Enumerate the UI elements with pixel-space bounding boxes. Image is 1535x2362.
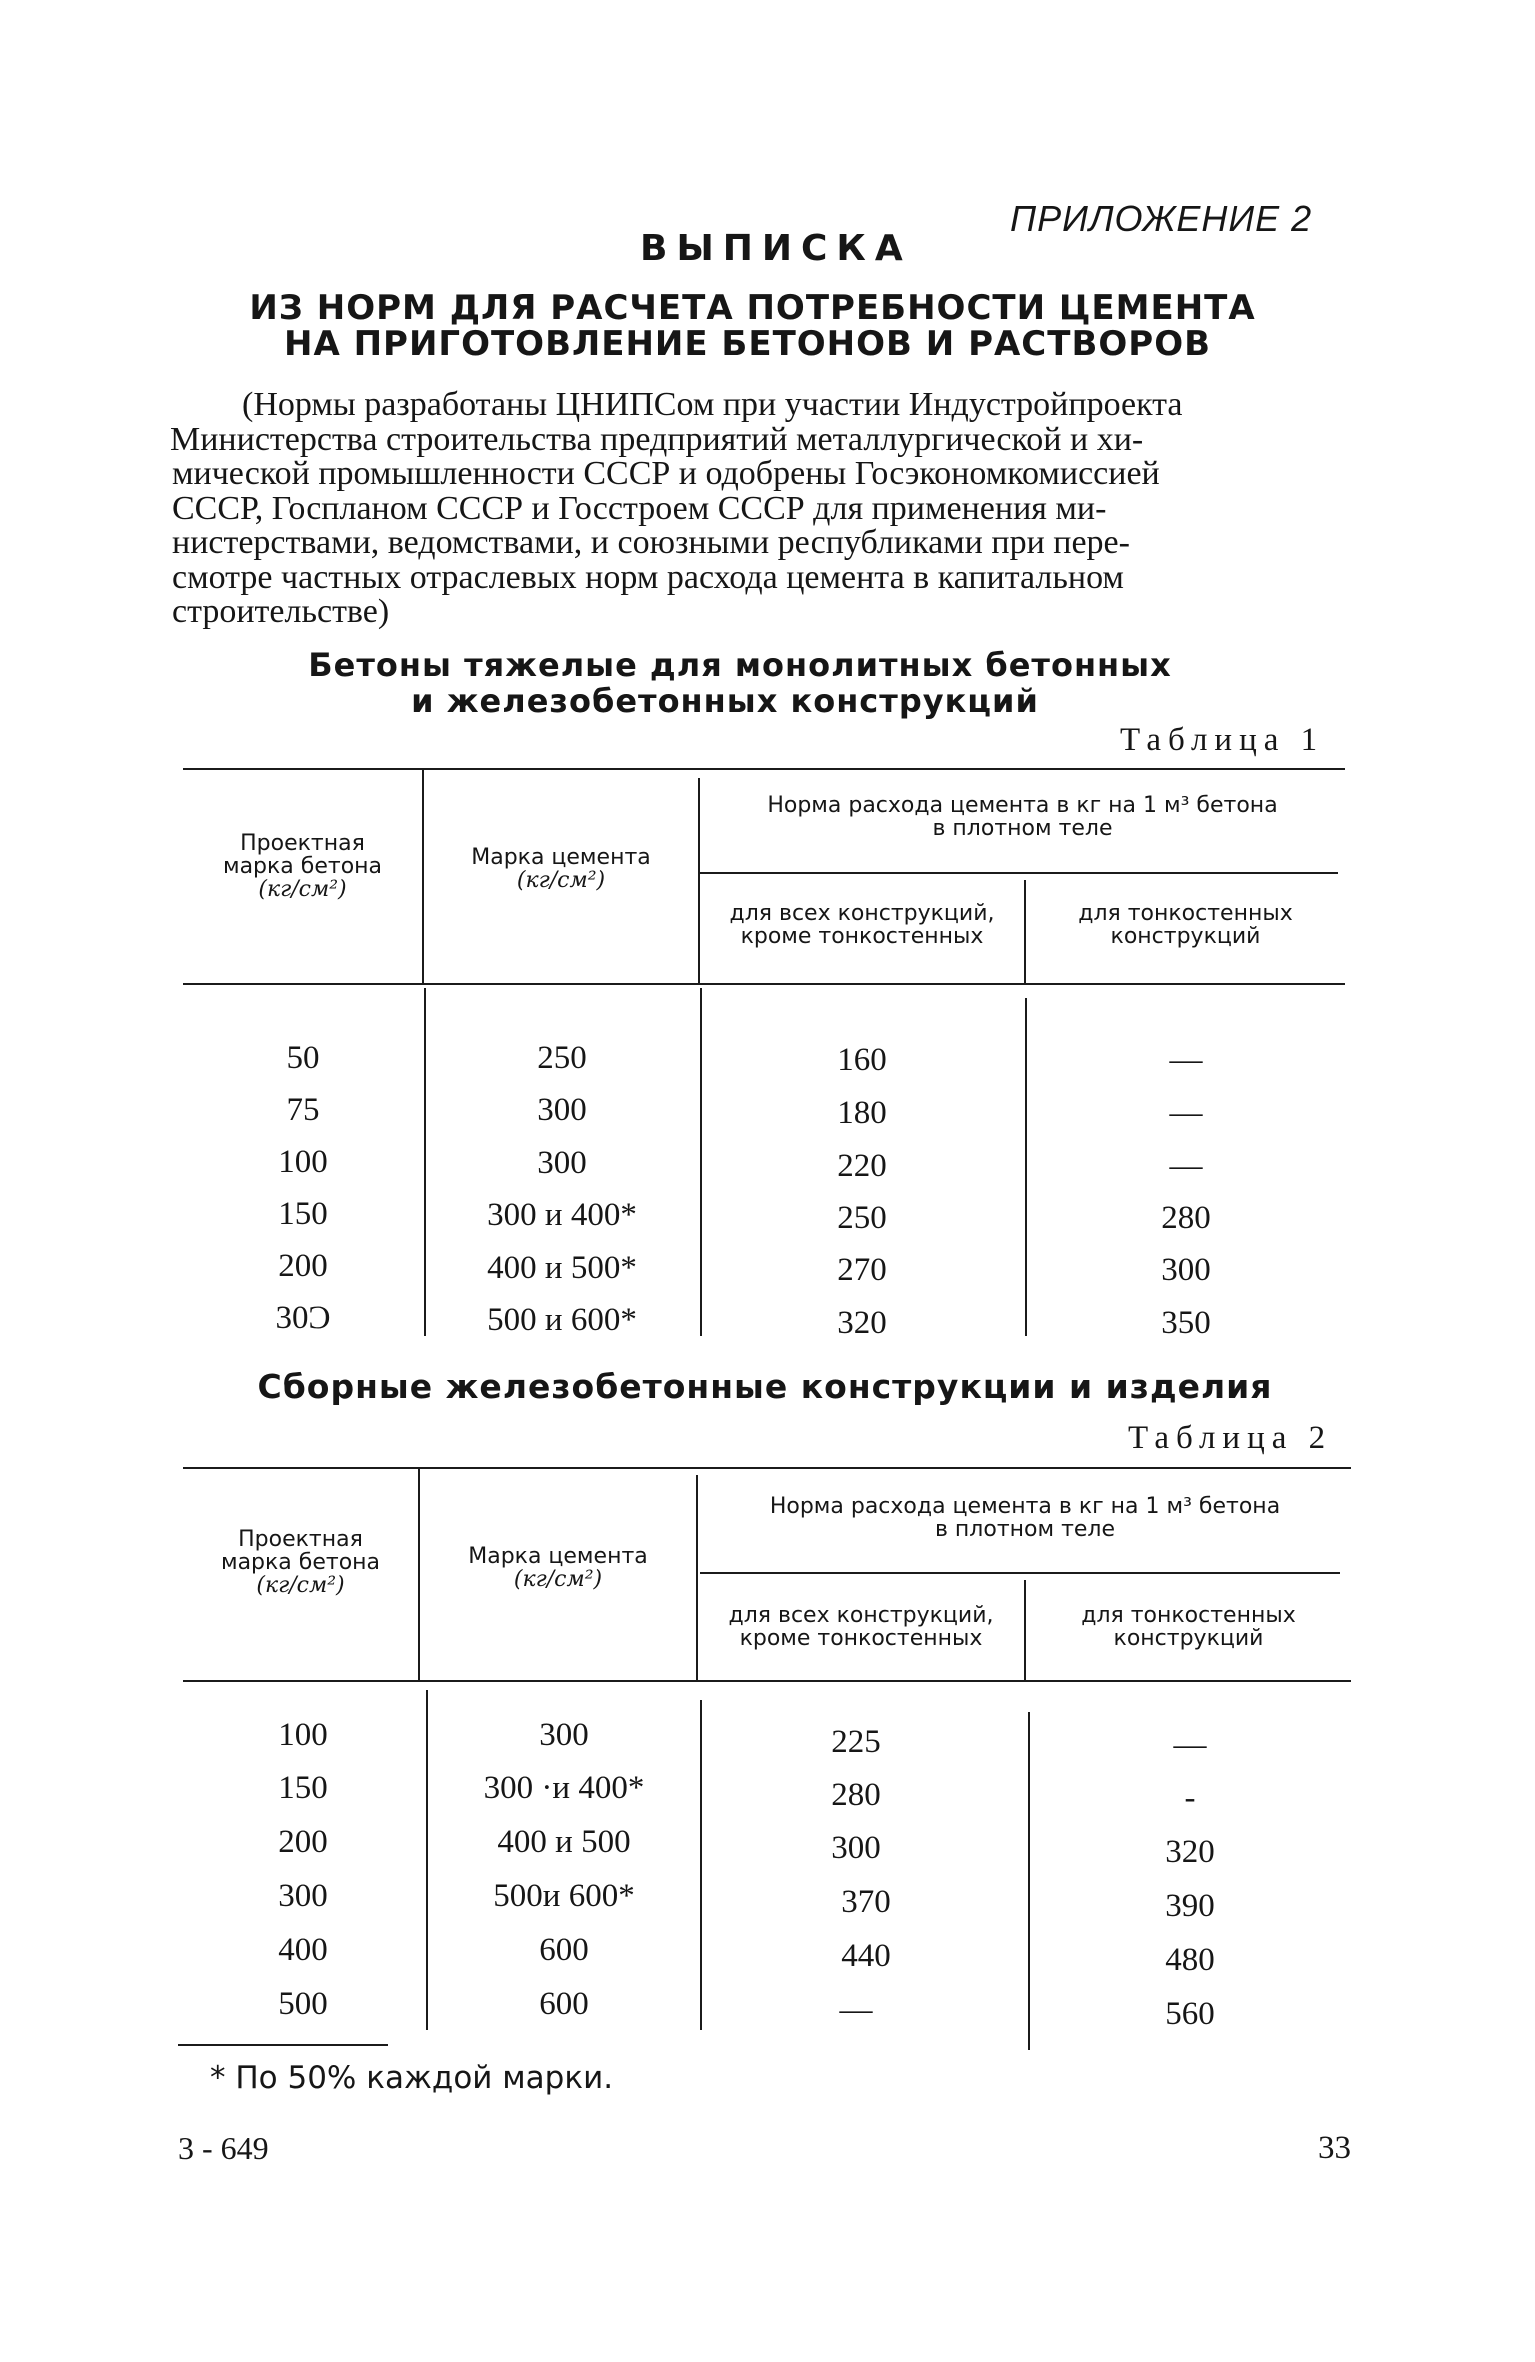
- norm-all-cell: —: [839, 1992, 873, 2028]
- norm-thin-cell: 320: [1165, 1834, 1215, 1870]
- table1-header-rule: [183, 983, 1345, 985]
- grade-cell: 300: [278, 1878, 328, 1914]
- norm-all-cell: 300: [831, 1830, 881, 1866]
- grade-cell: 400: [278, 1932, 328, 1968]
- norm-all-cell: 220: [837, 1148, 887, 1184]
- cement-cell: 500и 600*: [493, 1878, 635, 1914]
- table2-header-grade: Проектная марка бетона (кг/см²): [220, 1527, 381, 1598]
- cement-cell: 300 ·и 400*: [483, 1770, 645, 1806]
- table1-header-cement: Марка цемента (кг/см²): [471, 845, 651, 893]
- norm-all-cell: 370: [841, 1884, 891, 1920]
- norm-thin-cell: 560: [1165, 1996, 1215, 2032]
- norm-thin-cell: 300: [1161, 1252, 1211, 1288]
- cement-cell: 400 и 500*: [487, 1250, 637, 1286]
- intro-line: нистерствами, ведомствами, и союзными республиками при пере-: [172, 524, 1130, 561]
- norm-all-cell: 280: [831, 1777, 881, 1813]
- cement-cell: 600: [539, 1986, 589, 2022]
- table2-header-norm-group: Норма расхода цемента в кг на 1 м³ бетона в плотном теле: [769, 1494, 1281, 1542]
- cement-cell: 300 и 400*: [487, 1197, 637, 1233]
- grade-cell: 75: [286, 1092, 320, 1128]
- norm-all-cell: 440: [841, 1938, 891, 1974]
- grade-cell: 100: [278, 1144, 328, 1180]
- page-number: 33: [1318, 2130, 1351, 2166]
- intro-paragraph: [172, 388, 1342, 630]
- grade-cell: 100: [278, 1717, 328, 1753]
- footnote: * По 50% каждой марки.: [210, 2060, 614, 2096]
- cement-cell: 300: [537, 1092, 587, 1128]
- table1-group-rule: [700, 872, 1338, 874]
- table1-header-grade: Проектная марка бетона (кг/см²): [222, 831, 383, 902]
- table2-header-thin: для тонкостенных конструкций: [1081, 1603, 1296, 1651]
- grade-cell: 200: [278, 1824, 328, 1860]
- norm-thin-cell: 280: [1161, 1200, 1211, 1236]
- cement-cell: 300: [539, 1717, 589, 1753]
- norm-all-cell: 320: [837, 1305, 887, 1341]
- table1-label: Таблица 1: [1120, 722, 1325, 758]
- table2-title: Сборные железобетонные конструкции и изделия: [257, 1367, 1273, 1406]
- norm-all-cell: 270: [837, 1252, 887, 1288]
- norm-all-cell: 250: [837, 1200, 887, 1236]
- grade-cell: 50: [286, 1040, 320, 1076]
- norm-all-cell: 160: [837, 1042, 887, 1078]
- cement-cell: 250: [537, 1040, 587, 1076]
- table1-header-all: для всех конструкций, кроме тонкостенных: [729, 901, 995, 949]
- footnote-rule: [178, 2044, 388, 2046]
- intro-line: мической промышленности СССР и одобрены Госэкономкомиссией: [172, 455, 1160, 492]
- norm-all-cell: 180: [837, 1095, 887, 1131]
- grade-cell: 30Ͻ: [275, 1300, 331, 1336]
- table2-group-rule: [700, 1572, 1340, 1574]
- norm-thin-cell: —: [1169, 1148, 1203, 1184]
- table1-title-line-1: Бетоны тяжелые для монолитных бетонных: [308, 646, 1172, 684]
- norm-thin-cell: 350: [1161, 1305, 1211, 1341]
- appendix-label: ПРИЛОЖЕНИЕ 2: [1010, 198, 1313, 239]
- norm-thin-cell: 390: [1165, 1888, 1215, 1924]
- grade-cell: 200: [278, 1248, 328, 1284]
- grade-cell: 500: [278, 1986, 328, 2022]
- table2-top-rule: [183, 1467, 1351, 1469]
- table1-header-thin: для тонкостенных конструкций: [1078, 901, 1293, 949]
- table2-header-all: для всех конструкций, кроме тонкостенных: [728, 1603, 994, 1651]
- document-title-line-1: ИЗ НОРМ ДЛЯ РАСЧЕТА ПОТРЕБНОСТИ ЦЕМЕНТА: [249, 288, 1256, 328]
- intro-line: Министерства строительства предприятий металлургической и хи-: [170, 420, 1144, 458]
- intro-line: смотре частных отраслевых норм расхода цемента в капитальном: [172, 558, 1124, 596]
- cement-cell: 300: [537, 1145, 587, 1181]
- table1-header-norm-group: Норма расхода цемента в кг на 1 м³ бетона в плотном теле: [767, 793, 1278, 841]
- cement-cell: 600: [539, 1932, 589, 1968]
- table2-header-cement: Марка цемента (кг/см²): [468, 1544, 648, 1592]
- norm-thin-cell: 480: [1165, 1942, 1215, 1978]
- norm-thin-cell: —: [1169, 1042, 1203, 1078]
- cement-cell: 500 и 600*: [487, 1302, 637, 1338]
- norm-all-cell: 225: [831, 1724, 881, 1760]
- grade-cell: 150: [278, 1196, 328, 1232]
- norm-thin-cell: —: [1173, 1727, 1207, 1763]
- table1-title-line-2: и железобетонных конструкций: [411, 682, 1039, 720]
- intro-line: СССР, Госпланом СССР и Госстроем СССР для применения ми-: [172, 489, 1107, 527]
- cement-cell: 400 и 500: [497, 1824, 631, 1860]
- intro-line: (Нормы разработаны ЦНИПСом при участии Индустройпроекта: [242, 386, 1183, 423]
- document-heading: ВЫПИСКА: [640, 228, 912, 269]
- intro-line: строительстве): [172, 593, 390, 630]
- table2-header-rule: [183, 1680, 1351, 1682]
- grade-cell: 150: [278, 1770, 328, 1806]
- table2-label: Таблица 2: [1128, 1420, 1333, 1456]
- norm-thin-cell: —: [1169, 1095, 1203, 1131]
- table1-top-rule: [183, 768, 1345, 770]
- norm-thin-cell: -: [1184, 1780, 1196, 1816]
- document-title-line-2: НА ПРИГОТОВЛЕНИЕ БЕТОНОВ И РАСТВОРОВ: [283, 324, 1212, 364]
- print-code: 3 - 649: [178, 2130, 269, 2166]
